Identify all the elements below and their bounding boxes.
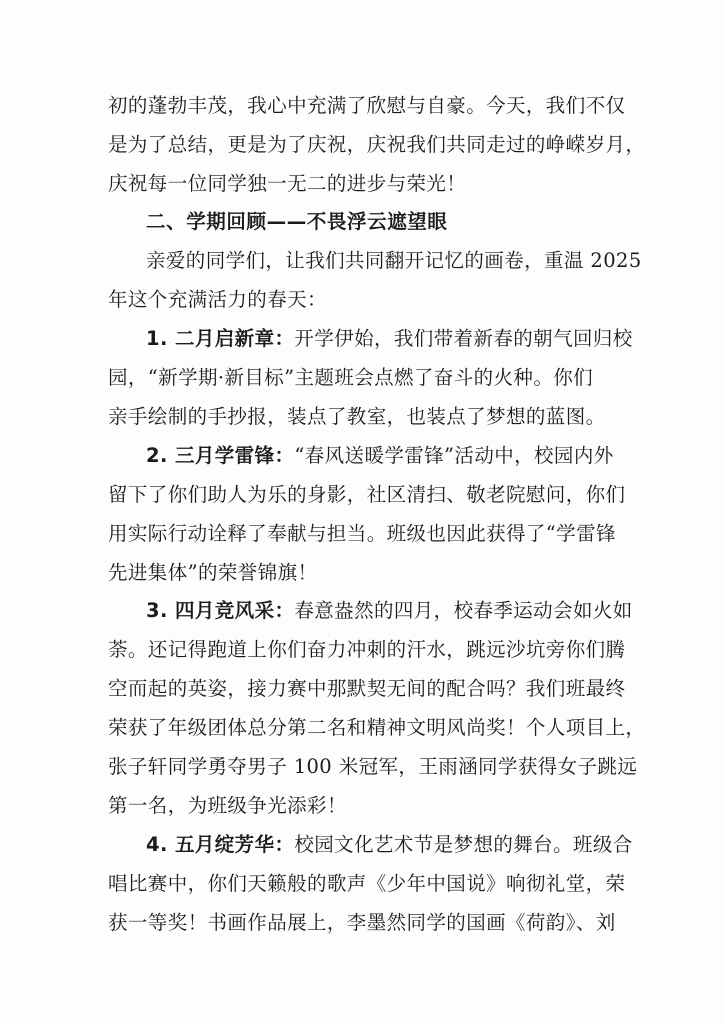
paragraph-line: 空而起的英姿，接力赛中那默契无间的配合吗？我们班最终 xyxy=(108,677,626,700)
list-item-label: 1. 二月启新章： xyxy=(146,327,295,350)
paragraph-line: 张子轩同学勇夺男子 100 米冠军，王雨涵同学获得女子跳远 xyxy=(108,755,638,778)
paragraph-line: 亲手绘制的手抄报，装点了教室，也装点了梦想的蓝图。 xyxy=(108,405,606,428)
paragraph-line: 第一名，为班级争光添彩！ xyxy=(108,794,347,817)
list-item-february: 1. 二月启新章：开学伊始，我们带着新春的朝气回归校 xyxy=(146,327,633,350)
list-item-april: 3. 四月竞风采：春意盎然的四月，校春季运动会如火如 xyxy=(146,599,633,622)
paragraph-line: 荣获了年级团体总分第二名和精神文明风尚奖！个人项目上， xyxy=(108,716,646,739)
list-item-label: 2. 三月学雷锋： xyxy=(146,444,295,467)
paragraph-line: 唱比赛中，你们天籁般的歌声《少年中国说》响彻礼堂，荣 xyxy=(108,872,626,895)
list-item-label: 4. 五月绽芳华： xyxy=(146,833,295,856)
paragraph-line: 荼。还记得跑道上你们奋力冲刺的汗水，跳远沙坑旁你们腾 xyxy=(108,638,626,661)
list-item-label: 3. 四月竞风采： xyxy=(146,599,295,622)
paragraph-line: 获一等奖！书画作品展上，李墨然同学的国画《荷韵》、刘 xyxy=(108,911,616,934)
section-heading: 二、学期回顾——不畏浮云遮望眼 xyxy=(146,210,448,233)
paragraph-line: 是为了总结，更是为了庆祝，庆祝我们共同走过的峥嵘岁月， xyxy=(108,133,646,156)
paragraph-line: 庆祝每一位同学独一无二的进步与荣光！ xyxy=(108,172,467,195)
paragraph-line: 亲爱的同学们，让我们共同翻开记忆的画卷，重温 2025 xyxy=(146,249,642,272)
list-item-march: 2. 三月学雷锋：“春风送暖学雷锋”活动中，校园内外 xyxy=(146,444,614,467)
list-item-may: 4. 五月绽芳华：校园文化艺术节是梦想的舞台。班级合 xyxy=(146,833,633,856)
paragraph-line: 用实际行动诠释了奉献与担当。班级也因此获得了“学雷锋 xyxy=(108,522,616,545)
paragraph-line: 留下了你们助人为乐的身影，社区清扫、敬老院慰问，你们 xyxy=(108,483,626,506)
paragraph-line: 先进集体”的荣誉锦旗！ xyxy=(108,561,318,584)
paragraph-line: 初的蓬勃丰茂，我心中充满了欣慰与自豪。今天，我们不仅 xyxy=(108,94,626,117)
paragraph-line: 年这个充满活力的春天： xyxy=(108,288,327,311)
paragraph-line: 园，“新学期·新目标”主题班会点燃了奋斗的火种。你们 xyxy=(108,366,594,389)
